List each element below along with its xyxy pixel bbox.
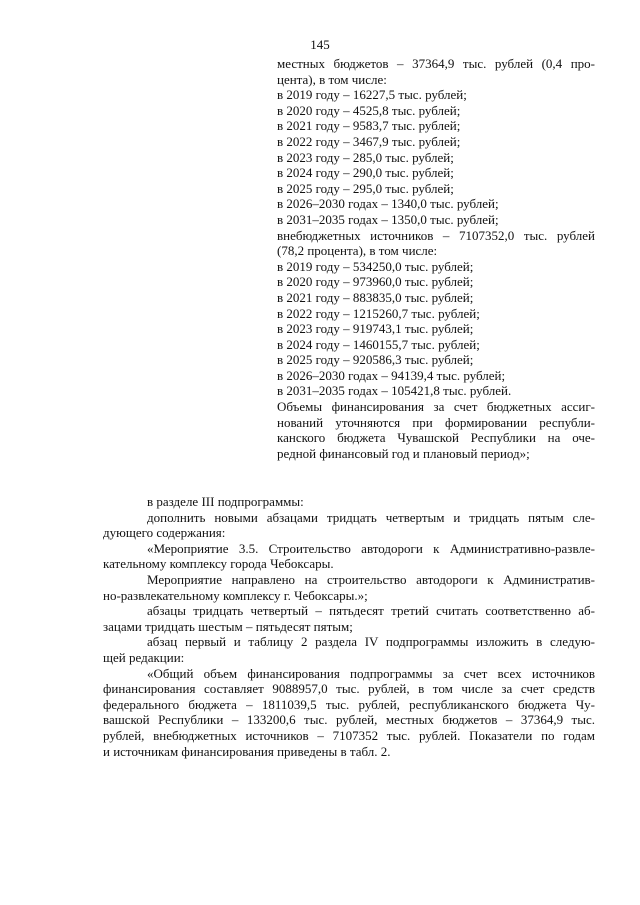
column-line: внебюджетных источников – 7107352,0 тыс. рублей xyxy=(277,227,595,243)
body-line: рублей, внебюджетных источников – 7107352 тыс. рублей. Показатели по годам xyxy=(103,727,595,743)
body-line: финансирования составляет 9088957,0 тыс. рублей, в том числе за счет средств xyxy=(103,681,595,697)
body-line: «Мероприятие 3.5. Строительство автодороги к Административно-развле- xyxy=(147,540,595,556)
column-line: в 2024 году – 290,0 тыс. рублей; xyxy=(277,165,454,181)
body-line: вашской Республики – 133200,6 тыс. рублей, местных бюджетов – 37364,9 тыс. xyxy=(103,712,595,728)
column-line: в 2023 году – 285,0 тыс. рублей; xyxy=(277,149,454,165)
body-line: Мероприятие направлено на строительство автодороги к Административ- xyxy=(147,571,595,587)
column-line: Объемы финансирования за счет бюджетных ассиг- xyxy=(277,399,595,415)
column-line: канского бюджета Чувашской Республики на оче- xyxy=(277,430,595,446)
column-line: редной финансовый год и плановый период»; xyxy=(277,445,530,461)
body-line: зацами тридцать шестым – пятьдесят пятым; xyxy=(103,618,353,634)
column-line: в 2019 году – 16227,5 тыс. рублей; xyxy=(277,87,467,103)
column-line: в 2019 году – 534250,0 тыс. рублей; xyxy=(277,258,474,274)
amendment-text xyxy=(103,494,595,759)
column-line: в 2022 году – 1215260,7 тыс. рублей; xyxy=(277,305,480,321)
body-line: абзацы тридцать четвертый – пятьдесят третий считать соответственно аб- xyxy=(147,603,595,619)
column-line: в 2024 году – 1460155,7 тыс. рублей; xyxy=(277,336,480,352)
column-line: нований уточняются при формировании республи- xyxy=(277,414,595,430)
column-line: в 2022 году – 3467,9 тыс. рублей; xyxy=(277,133,461,149)
column-line: в 2025 году – 920586,3 тыс. рублей; xyxy=(277,352,474,368)
column-line: в 2020 году – 4525,8 тыс. рублей; xyxy=(277,102,461,118)
column-line: в 2031–2035 годах – 105421,8 тыс. рублей. xyxy=(277,383,512,399)
column-line: в 2021 году – 9583,7 тыс. рублей; xyxy=(277,118,461,134)
column-line: цента), в том числе: xyxy=(277,71,387,87)
financing-volumes-column xyxy=(277,56,595,461)
body-line: но-развлекательному комплексу г. Чебоксары.»; xyxy=(103,587,368,603)
column-line: в 2026–2030 годах – 94139,4 тыс. рублей; xyxy=(277,367,506,383)
column-line: в 2021 году – 883835,0 тыс. рублей; xyxy=(277,289,474,305)
column-line: в 2026–2030 годах – 1340,0 тыс. рублей; xyxy=(277,196,499,212)
column-line: в 2020 году – 973960,0 тыс. рублей; xyxy=(277,274,474,290)
column-line: в 2025 году – 295,0 тыс. рублей; xyxy=(277,180,454,196)
body-line: в разделе III подпрограммы: xyxy=(147,494,304,509)
body-line: щей редакции: xyxy=(103,649,185,665)
body-line: и источникам финансирования приведены в табл. 2. xyxy=(103,743,391,759)
column-line: местных бюджетов – 37364,9 тыс. рублей (0,4 про- xyxy=(277,56,595,71)
body-line: дующего содержания: xyxy=(103,525,226,541)
body-line: дополнить новыми абзацами тридцать четвертым и тридцать пятым сле- xyxy=(147,509,595,525)
column-line: (78,2 процента), в том числе: xyxy=(277,243,438,259)
body-line: «Общий объем финансирования подпрограммы за счет всех источников xyxy=(147,665,595,681)
body-line: федерального бюджета – 1811039,5 тыс. рублей, республиканского бюджета Чу- xyxy=(103,696,595,712)
body-line: кательному комплексу города Чебоксары. xyxy=(103,556,334,572)
column-line: в 2031–2035 годах – 1350,0 тыс. рублей; xyxy=(277,211,499,227)
body-line: абзац первый и таблицу 2 раздела IV подпрограммы изложить в следую- xyxy=(147,634,595,650)
page-number: 145 xyxy=(310,37,330,52)
column-line: в 2023 году – 919743,1 тыс. рублей; xyxy=(277,321,474,337)
